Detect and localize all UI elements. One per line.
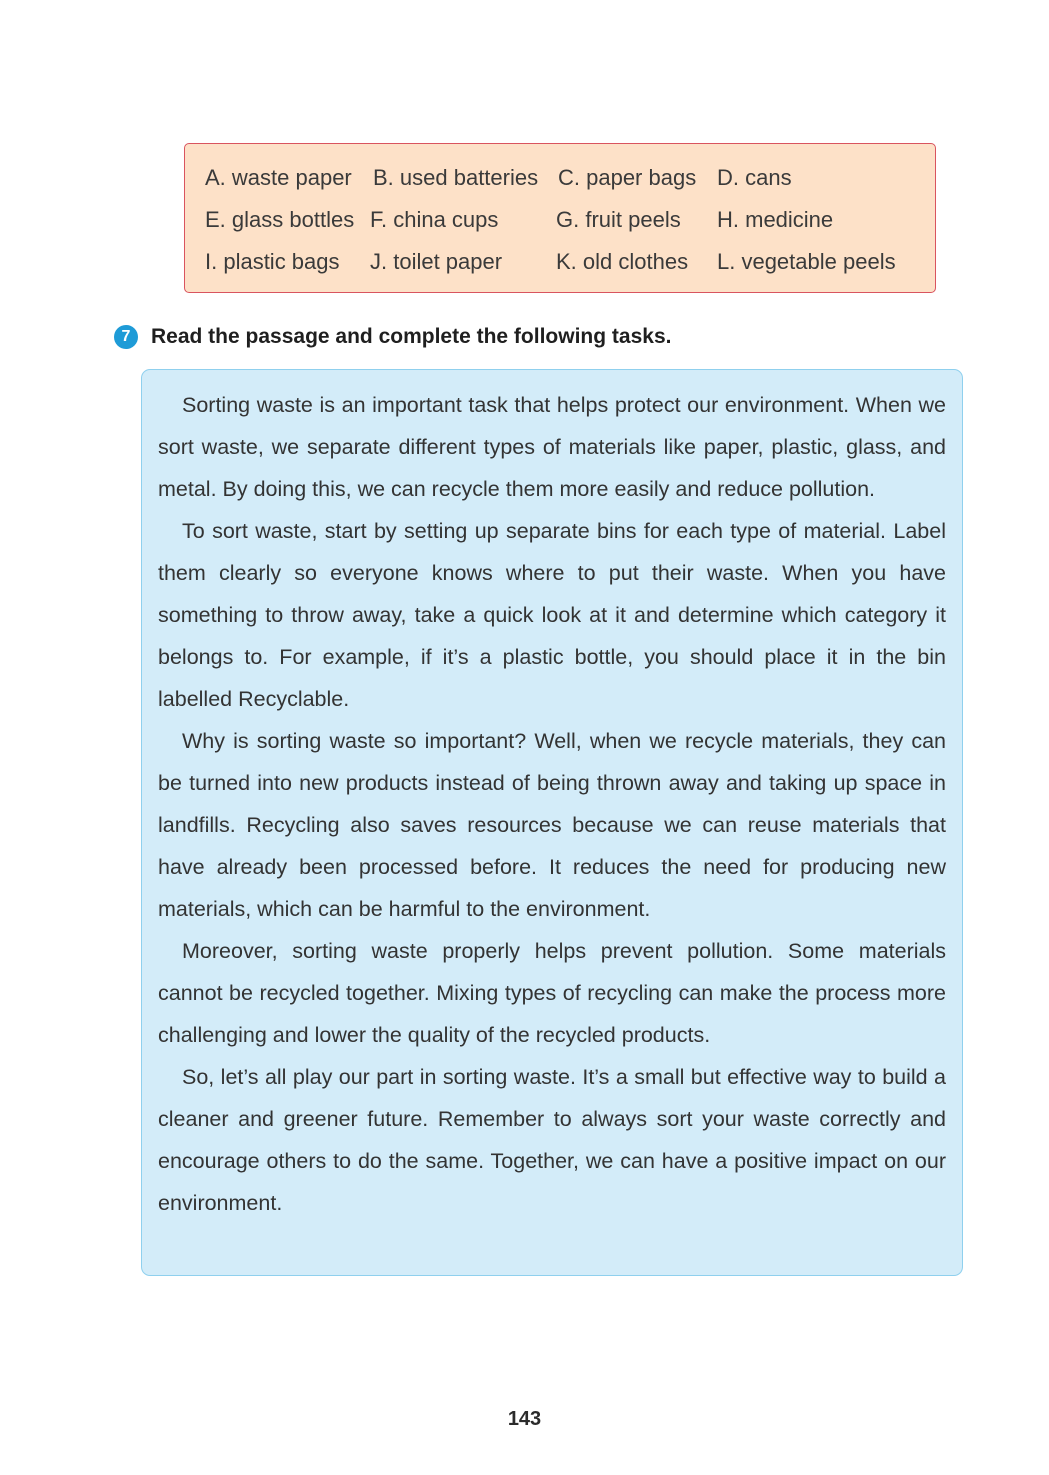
word-option-h: H. medicine — [717, 207, 834, 232]
task-number-badge: 7 — [114, 325, 138, 349]
passage-paragraph-5: So, let’s all play our part in sorting waste. It’s a small but effective way to build a cleaner and greener future. Remember to always sort your waste correctly and encourage others to do the same. Together, we can have a positive impact on our environment. — [158, 1065, 946, 1215]
word-option-c: C. paper bags — [558, 165, 697, 190]
page-number: 143 — [507, 1408, 542, 1430]
passage-paragraph-2: To sort waste, start by setting up separate bins for each type of material. Label them clearly so everyone knows where to put their waste. When you have something to throw away, take a quick look at it and determine which category it belongs to. For example, if it’s a plastic bottle, you should place it in the bin labelled Recyclable. — [158, 519, 946, 711]
word-option-l: L. vegetable peels — [717, 249, 896, 274]
passage-paragraph-1: Sorting waste is an important task that helps protect our environment. When we sort waste, we separate different types of materials like paper, plastic, glass, and metal. By doing this, we can recycle them more easily and reduce pollution. — [158, 393, 946, 501]
word-option-k: K. old clothes — [556, 249, 689, 274]
word-option-f: F. china cups — [370, 207, 499, 232]
word-bank-box — [184, 143, 936, 293]
word-option-e: E. glass bottles — [205, 207, 355, 232]
task-heading — [114, 322, 671, 352]
word-option-i: I. plastic bags — [205, 249, 340, 274]
word-option-a: A. waste paper — [205, 165, 352, 190]
word-bank-row-1 — [185, 163, 935, 193]
passage-paragraph-4: Moreover, sorting waste properly helps prevent pollution. Some materials cannot be recycled together. Mixing types of recycling can make the process more challenging and lower the quality of the recycled products. — [158, 939, 946, 1047]
passage-paragraph-3: Why is sorting waste so important? Well, when we recycle materials, they can be turned into new products instead of being thrown away and taking up space in landfills. Recycling also saves resources because we can reuse materials that have already been processed before. It reduces the need for producing new materials, which can be harmful to the environment. — [158, 729, 946, 921]
word-bank-row-3 — [185, 247, 935, 277]
word-option-b: B. used batteries — [373, 165, 539, 190]
task-instruction: Read the passage and complete the following tasks. — [151, 325, 672, 348]
reading-passage — [141, 369, 963, 1276]
word-option-d: D. cans — [717, 165, 792, 190]
word-option-j: J. toilet paper — [370, 249, 503, 274]
word-option-g: G. fruit peels — [556, 207, 681, 232]
word-bank-row-2 — [185, 205, 935, 235]
